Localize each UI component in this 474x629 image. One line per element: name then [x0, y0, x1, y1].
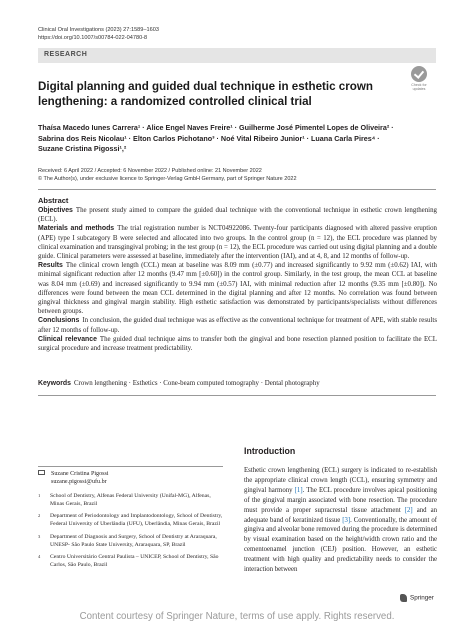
abstract-results: Results The clinical crown length (CCL) mean at baseline was 8.09 mm (±0.77) and increased significantly to 9.92 mm (±0.62) IAI, with minimal significant reduction after 12 months (9.47 mm [±0.60]) in the control group. Similarly, in the test group, the mean CCL at baseline was 8.04 mm (±0.69) and increased significantly to 9.94 mm (±0.57) IAI, with minimal reduction after 12 months (9.35 mm [±0.80]). No differences were found between the mean CCL determined in the digital planning and after 12 months. No correlation was found between gingival thickness and gingival margin stability. High esthetic satisfaction was demonstrated by participants/specialists without differences between groups. [38, 262, 437, 316]
email-link[interactable]: suzane.pigossi@ufu.br [51, 479, 107, 485]
affiliation-item: 4 Centro Universitário Central Paulista – UNICEP, School of Dentistry, São Carlos, São Paulo, Brazil [38, 554, 219, 568]
citation-link[interactable]: [1] [294, 486, 303, 494]
affiliation-item: 1 School of Dentistry, Alfenas Federal University (Unifal-MG), Alfenas, Minas Gerais, Brazil [38, 493, 211, 507]
abstract-methods: Materials and methods The trial registration number is NCT04922086. Twenty-four participants diagnosed with altered passive eruption (APE) type I subcategory B were selected and allocated into two groups. In the control group (n = 12), the ECL procedure was planned by clinical examination and transgingival probing; in the test group (n = 12), the ECL procedure was carried out using digital planning and a double guide. Clinical parameters were assessed at baseline, immediately after the intervention (IAI), and at 4, 8, and 12 months of follow-up. [38, 225, 437, 261]
abstract-relevance: Clinical relevance The guided dual technique aims to transfer both the gingival and bone resection planned position to facilitate the ECL surgical procedure and increase treatment predictability. [38, 335, 437, 353]
abstract-conclusions: Conclusions In conclusion, the guided dual technique was as effective as the conventional technique for treatment of APE, with stable results after 12 months of follow-up. [38, 317, 437, 334]
divider [38, 466, 223, 467]
affiliations [38, 493, 223, 575]
author-line: Thaísa Macedo Iunes Carrera¹ · Alice Engel Naves Freire¹ · Guilherme José Pimentel Lopes de Oliveira² · [38, 123, 394, 132]
divider [38, 395, 436, 396]
article-title: Digital planning and guided dual technique in esthetic crown lengthening: a randomized controlled clinical trial [38, 80, 373, 108]
section-bar [38, 48, 436, 63]
affiliation-item: 2 Department of Periodontology and Implantodontology, School of Dentistry, Federal University of Uberlândia (UFU), Uberlândia, Minas Gerais, Brazil [38, 513, 223, 528]
corresponding-author: Suzane Cristina Pigossi [51, 471, 109, 477]
keywords [38, 379, 437, 388]
introduction-body: Esthetic crown lengthening (ECL) surgery is indicated to re-establish the appropriate clinical crown length (CCL), ensuring symmetry and gingival harmony [1]. The ECL procedure involves apical positioning of the gingival margin associated with bone resection. The procedure must provide a proper supracrestal tissue attachment [2] and an adequate band of keratinized tissue [3]. Conventionally, the amount of gingiva and alveolar bone removed during the procedure is determined by visual examination based on the height/width crown ratio and the cementoenamel junction (CEJ) position. However, an esthetic treatment with high quality and predictability needs to consider the interaction between [244, 467, 437, 574]
divider [38, 189, 436, 190]
check-updates-label: Check for updates [411, 83, 427, 91]
keywords-label: Keywords [38, 380, 71, 387]
envelope-icon [38, 470, 45, 475]
journal-line: Clinical Oral Investigations (2023) 27:1589–1603 [38, 27, 159, 33]
journal-citation [38, 27, 159, 42]
author-line: Sabrina dos Reis Nicolau¹ · Elton Carlos Pichotano³ · Noé Vital Ribeiro Junior¹ · Luana Carla Pires⁴ · [38, 133, 380, 143]
check-for-updates-button[interactable] [405, 66, 433, 96]
citation-link[interactable]: [2] [404, 506, 413, 514]
keywords-text: Crown lengthening · Esthetics · Cone-beam computed tomography · Dental photography [73, 380, 320, 387]
footer-notice: Content courtesy of Springer Nature, terms of use apply. Rights reserved. [79, 611, 395, 622]
publisher-logo [400, 589, 434, 607]
springer-horse-icon [400, 594, 407, 602]
checkmark-icon [411, 66, 427, 82]
publisher-name: Springer [410, 594, 434, 602]
author-line: Suzane Cristina Pigossi¹,² [38, 144, 127, 153]
section-label: RESEARCH [44, 51, 88, 58]
author-list [38, 123, 438, 155]
dates-line: Received: 6 April 2022 / Accepted: 6 November 2022 / Published online: 21 November 2022 [38, 168, 262, 174]
abstract-heading: Abstract [38, 196, 69, 205]
abstract-body [38, 206, 437, 353]
introduction-heading: Introduction [244, 446, 296, 456]
affiliation-item: 3 Department of Diagnosis and Surgery, School of Dentistry at Araraquara, UNESP- São Paulo State University, Araraquara, SP, Brazil [38, 533, 217, 548]
publication-dates [38, 168, 297, 184]
correspondence [38, 470, 218, 486]
copyright-line: © The Author(s), under exclusive licence to Springer-Verlag GmbH Germany, part of Springer Nature 2022 [38, 175, 297, 182]
abstract-objectives: Objectives The present study aimed to compare the guided dual technique with the conventional technique in esthetic crown lengthening (ECL). [38, 207, 437, 224]
citation-link[interactable]: [3] [342, 516, 351, 524]
doi-link[interactable]: https://doi.org/10.1007/s00784-022-04780-8 [38, 34, 148, 41]
